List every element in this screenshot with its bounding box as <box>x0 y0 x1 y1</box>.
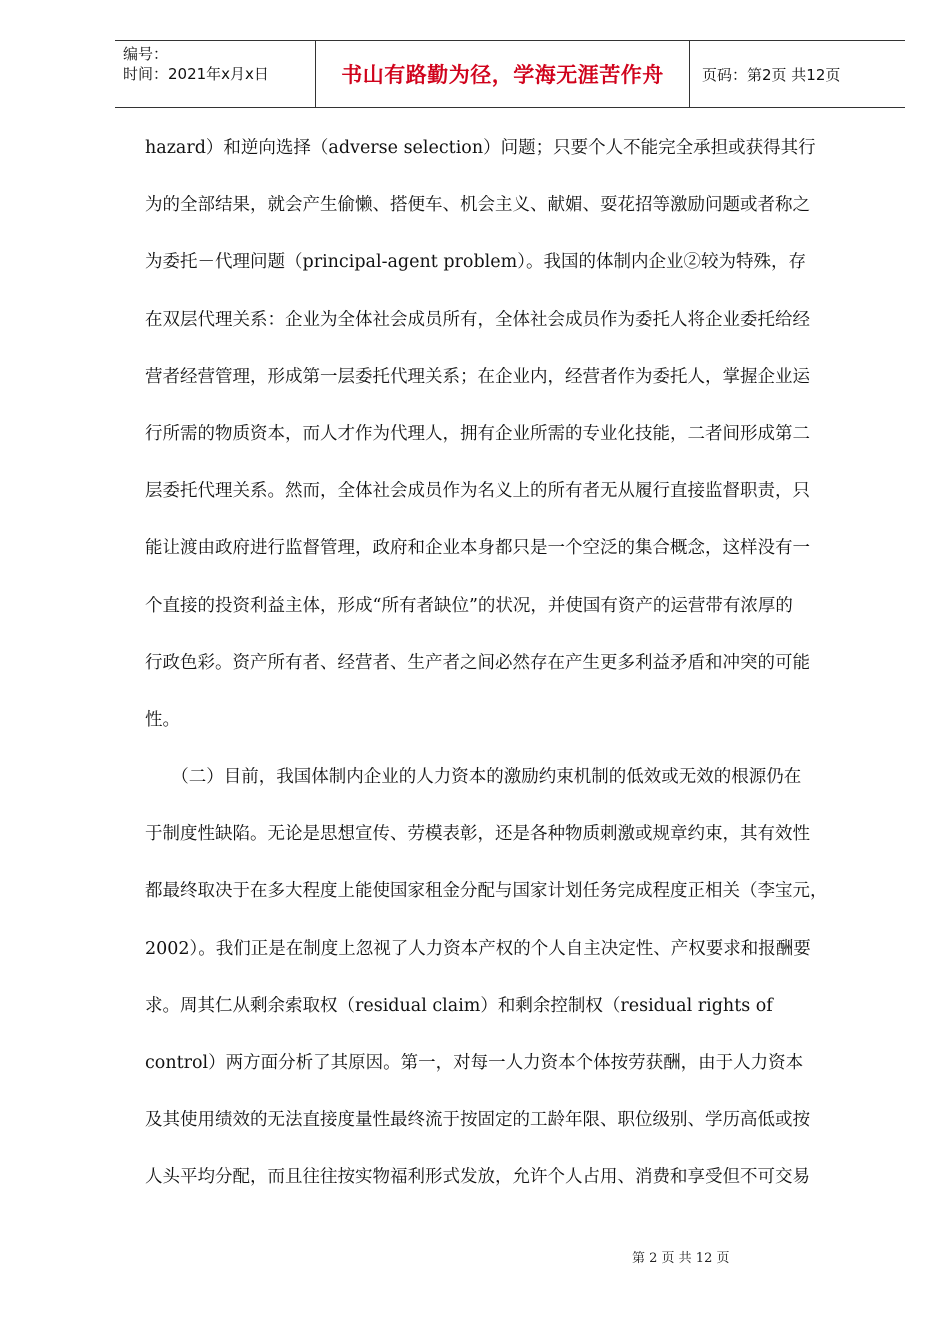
text-line: hazard）和逆向选择（adverse selection）问题；只要个人不能完全承担或获得其行 <box>145 138 816 158</box>
text-line: 于制度性缺陷。无论是思想宣传、劳模表彰，还是各种物质刺激或规章约束，其有效性 <box>145 824 810 845</box>
serial-number-label: 编号： <box>123 45 169 63</box>
header-meta-cell <box>115 41 316 107</box>
text-line: 为委托－代理问题（principal-agent problem）。我国的体制内企业②较为特殊，存 <box>145 252 806 273</box>
page-header <box>115 40 905 108</box>
text-line: 2002）。我们正是在制度上忽视了人力资本产权的个人自主决定性、产权要求和报酬要 <box>145 938 811 959</box>
page-number-label: 页码：第2页 共12页 <box>702 65 841 84</box>
date-label: 时间：2021年x月x日 <box>123 65 269 83</box>
text-line: 个直接的投资利益主体，形成“所有者缺位”的状况，并使国有资产的运营带有浓厚的 <box>145 595 793 616</box>
text-line: 性。 <box>145 709 180 730</box>
text-line: 行所需的物质资本，而人才作为代理人，拥有企业所需的专业化技能，二者间形成第二 <box>145 423 810 444</box>
footer-page-number: 第 2 页 共 12 页 <box>632 1251 730 1266</box>
text-line: 在双层代理关系：企业为全体社会成员所有，全体社会成员作为委托人将企业委托给经 <box>145 309 810 330</box>
text-line: control）两方面分析了其原因。第一，对每一人力资本个体按劳获酬，由于人力资本 <box>145 1053 804 1073</box>
document-body <box>145 120 880 1207</box>
text-line: 营者经营管理，形成第一层委托代理关系；在企业内，经营者作为委托人，掌握企业运 <box>145 366 810 387</box>
text-line: 都最终取决于在多大程度上能使国家租金分配与国家计划任务完成程度正相关（李宝元， <box>145 881 828 902</box>
text-line: 为的全部结果，就会产生偷懒、搭便车、机会主义、献媚、耍花招等激励问题或者称之 <box>145 195 810 216</box>
text-line: 能让渡由政府进行监督管理，政府和企业本身都只是一个空泛的集合概念，这样没有一 <box>145 538 810 559</box>
header-motto-cell <box>316 41 690 107</box>
text-line: （二）目前，我国体制内企业的人力资本的激励约束机制的低效或无效的根源仍在 <box>145 767 802 788</box>
header-page-cell <box>690 41 905 107</box>
text-line: 及其使用绩效的无法直接度量性最终流于按固定的工龄年限、职位级别、学历高低或按 <box>145 1110 810 1131</box>
text-line: 人头平均分配，而且往往按实物福利形式发放，允许个人占用、消费和享受但不可交易 <box>145 1167 810 1188</box>
motto-text: 书山有路勤为径，学海无涯苦作舟 <box>341 63 664 87</box>
text-line: 求。周其仁从剩余索取权（residual claim）和剩余控制权（residual rights of <box>145 995 773 1016</box>
text-line: 层委托代理关系。然而，全体社会成员作为名义上的所有者无从履行直接监督职责，只 <box>145 481 810 502</box>
text-line: 行政色彩。资产所有者、经营者、生产者之间必然存在产生更多利益矛盾和冲突的可能 <box>145 652 810 673</box>
